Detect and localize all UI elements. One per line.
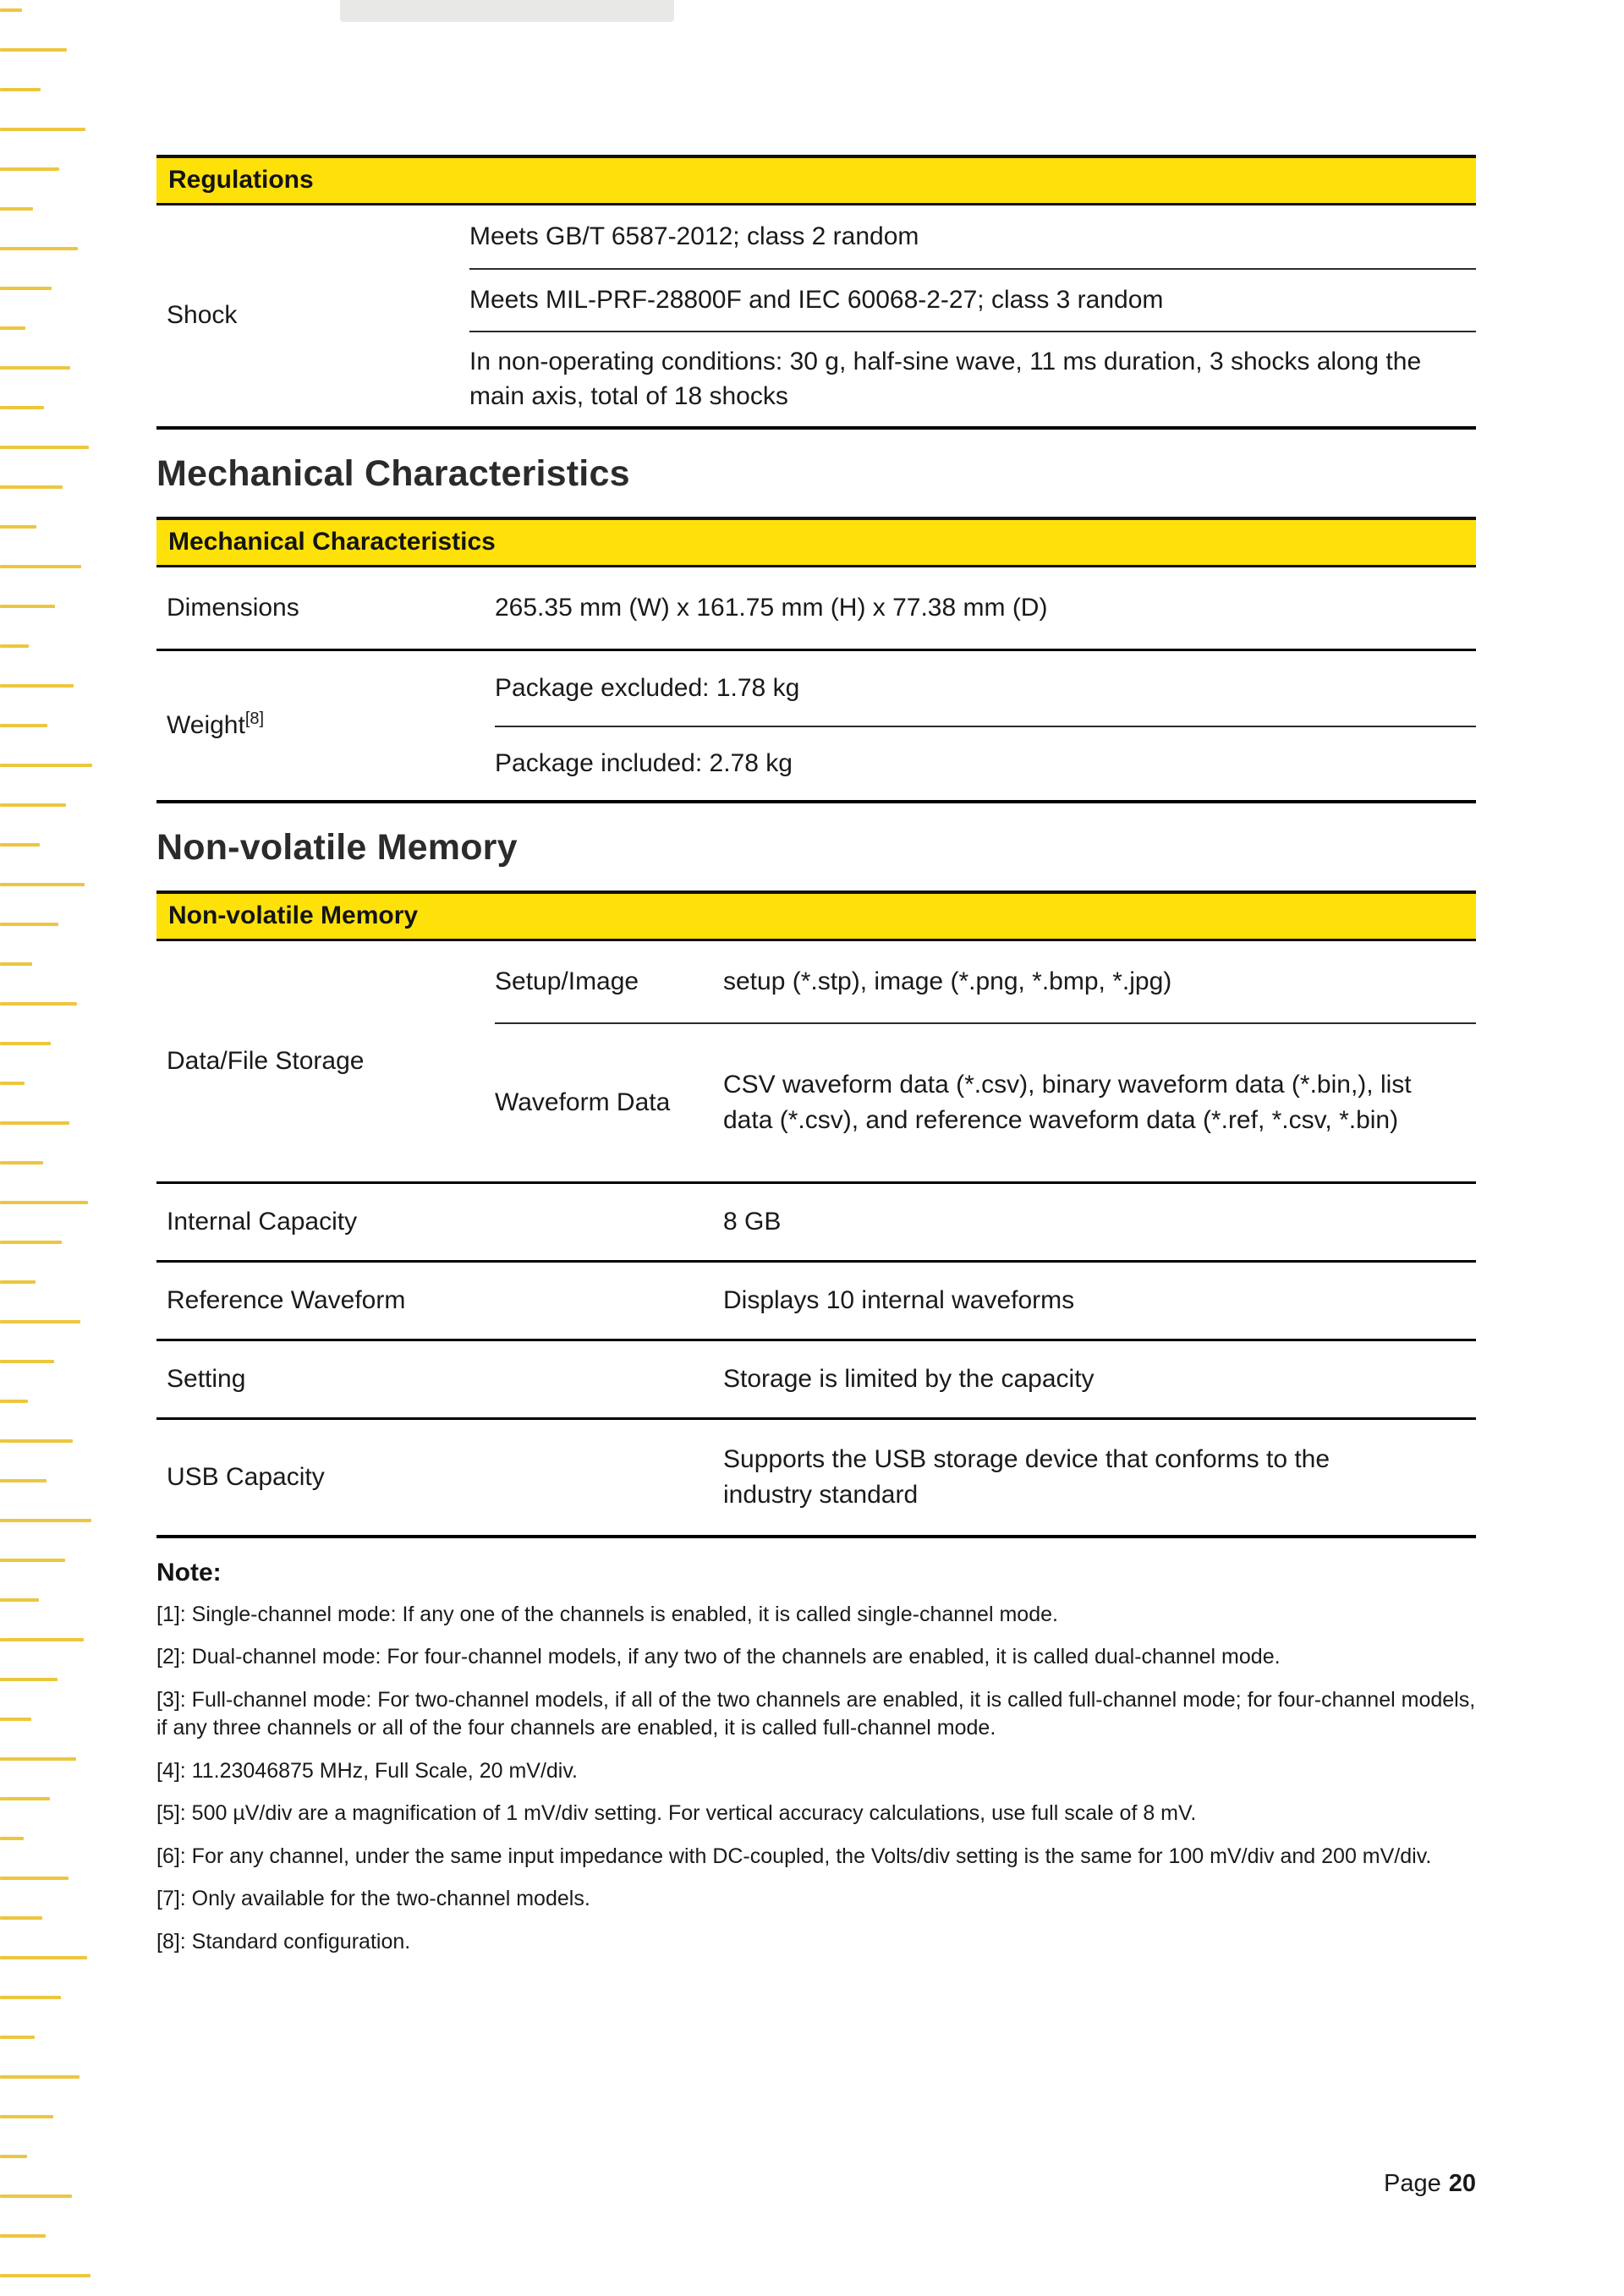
setting-value-cell xyxy=(723,1341,1476,1417)
document-page xyxy=(156,0,1476,1970)
table-row-usb-capacity xyxy=(156,1417,1476,1535)
waveform-data-label-cell xyxy=(495,1024,723,1181)
internal-capacity-value-cell xyxy=(723,1184,1476,1260)
regulations-table xyxy=(156,205,1476,430)
dimensions-label: Dimensions xyxy=(167,593,299,622)
note-item-2: [2]: Dual-channel mode: For four-channel models, if any two of the channels are enabled, it is called dual-channel mode. xyxy=(156,1645,1281,1669)
memory-table xyxy=(156,941,1476,1538)
weight-value-1 xyxy=(495,651,1476,726)
shock-value-1-text: Meets GB/T 6587-2012; class 2 random xyxy=(469,222,919,251)
mechanical-header-bar xyxy=(156,517,1476,567)
reference-waveform-label-cell xyxy=(156,1263,723,1339)
binding-decoration xyxy=(0,0,110,2296)
internal-capacity-value: 8 GB xyxy=(723,1208,782,1236)
table-row-weight xyxy=(156,649,1476,800)
dimensions-label-cell xyxy=(156,567,495,649)
mechanical-header-label: Mechanical Characteristics xyxy=(168,527,496,556)
reference-waveform-value: Displays 10 internal waveforms xyxy=(723,1286,1075,1315)
note-item-5: [5]: 500 µV/div are a magnification of 1 mV/div setting. For vertical accuracy calculations, use full scale of 8 mV. xyxy=(156,1801,1197,1826)
storage-subrow-setup xyxy=(495,941,1476,1022)
setting-label: Setting xyxy=(167,1364,246,1393)
weight-label-word: Weight xyxy=(167,710,245,739)
weight-values xyxy=(495,651,1476,800)
storage-label-cell xyxy=(156,941,495,1181)
storage-subrows xyxy=(495,941,1476,1181)
setup-image-label: Setup/Image xyxy=(495,967,639,996)
memory-header-label: Non-volatile Memory xyxy=(168,901,419,929)
setting-label-cell xyxy=(156,1341,723,1417)
setup-image-label-cell xyxy=(495,941,723,1022)
regulations-header-bar xyxy=(156,155,1476,205)
usb-capacity-value: Supports the USB storage device that conforms to the industry standard xyxy=(723,1445,1330,1509)
weight-footnote-marker: [8] xyxy=(244,709,265,728)
note-item-3: [3]: Full-channel mode: For two-channel models, if all of the two channels are enabled, it is called full-channel mode; for four-channel models, if any three channels or all of the four channels are enabled, it is called full-channel mode. xyxy=(156,1687,1476,1740)
page-number: 20 xyxy=(1448,2170,1476,2197)
regulations-section xyxy=(156,155,1476,430)
usb-capacity-value-cell xyxy=(723,1420,1476,1535)
notes-section xyxy=(156,1559,1476,1957)
reference-waveform-label: Reference Waveform xyxy=(167,1285,406,1314)
shock-label: Shock xyxy=(167,301,238,330)
table-row-reference-waveform xyxy=(156,1260,1476,1339)
table-row-storage xyxy=(156,941,1476,1181)
top-spacer xyxy=(156,0,1476,155)
shock-value-1 xyxy=(469,205,1476,268)
weight-value-2 xyxy=(495,726,1476,800)
dimensions-value xyxy=(495,567,1476,649)
storage-label: Data/File Storage xyxy=(167,1046,365,1075)
shock-value-3 xyxy=(469,331,1476,426)
note-item-4: [4]: 11.23046875 MHz, Full Scale, 20 mV/div. xyxy=(156,1758,578,1783)
note-item-8: [8]: Standard configuration. xyxy=(156,1929,411,1954)
note-item-7: [7]: Only available for the two-channel models. xyxy=(156,1887,590,1911)
shock-value-2 xyxy=(469,268,1476,331)
page-footer xyxy=(1384,2170,1476,2198)
table-row-shock xyxy=(156,205,1476,426)
waveform-data-value-cell xyxy=(723,1024,1476,1181)
page-word: Page xyxy=(1384,2170,1441,2197)
weight-label-cell xyxy=(156,651,495,800)
dimensions-values xyxy=(495,567,1476,649)
shock-values xyxy=(469,205,1476,426)
weight-value-1-text: Package excluded: 1.78 kg xyxy=(495,674,800,703)
memory-section-title: Non-volatile Memory xyxy=(156,826,518,868)
storage-subrow-waveform xyxy=(495,1022,1476,1181)
notes-title: Note: xyxy=(156,1558,222,1586)
regulations-header-label: Regulations xyxy=(168,166,314,194)
waveform-data-value: CSV waveform data (*.csv), binary waveform data (*.bin,), list data (*.csv), and reference waveform data (*.ref, *.csv, *.bin) xyxy=(723,1071,1412,1134)
weight-label xyxy=(167,711,264,740)
waveform-data-label: Waveform Data xyxy=(495,1088,671,1117)
memory-header-bar xyxy=(156,890,1476,941)
mechanical-section xyxy=(156,517,1476,803)
shock-label-cell xyxy=(156,205,469,426)
note-item-6: [6]: For any channel, under the same input impedance with DC-coupled, the Volts/div setting is the same for 100 mV/div and 200 mV/div. xyxy=(156,1844,1432,1868)
shock-value-3-text: In non-operating conditions: 30 g, half-sine wave, 11 ms duration, 3 shocks along the main axis, total of 18 shocks xyxy=(469,348,1422,411)
note-item-1: [1]: Single-channel mode: If any one of the channels is enabled, it is called single-channel mode. xyxy=(156,1602,1058,1626)
dimensions-value-text: 265.35 mm (W) x 161.75 mm (H) x 77.38 mm (D) xyxy=(495,594,1048,622)
table-row-setting xyxy=(156,1339,1476,1417)
setting-value: Storage is limited by the capacity xyxy=(723,1365,1095,1394)
reference-waveform-value-cell xyxy=(723,1263,1476,1339)
memory-section xyxy=(156,890,1476,1538)
table-row-internal-capacity xyxy=(156,1181,1476,1260)
internal-capacity-label-cell xyxy=(156,1184,723,1260)
internal-capacity-label: Internal Capacity xyxy=(167,1207,358,1236)
usb-capacity-label-cell xyxy=(156,1420,723,1535)
mechanical-section-title: Mechanical Characteristics xyxy=(156,452,630,494)
setup-image-value-cell xyxy=(723,941,1476,1022)
mechanical-table xyxy=(156,567,1476,803)
usb-capacity-label: USB Capacity xyxy=(167,1462,325,1491)
shock-value-2-text: Meets MIL-PRF-28800F and IEC 60068-2-27; class 3 random xyxy=(469,286,1164,315)
table-row-dimensions xyxy=(156,567,1476,649)
setup-image-value: setup (*.stp), image (*.png, *.bmp, *.jpg) xyxy=(723,967,1172,996)
weight-value-2-text: Package included: 2.78 kg xyxy=(495,749,793,778)
